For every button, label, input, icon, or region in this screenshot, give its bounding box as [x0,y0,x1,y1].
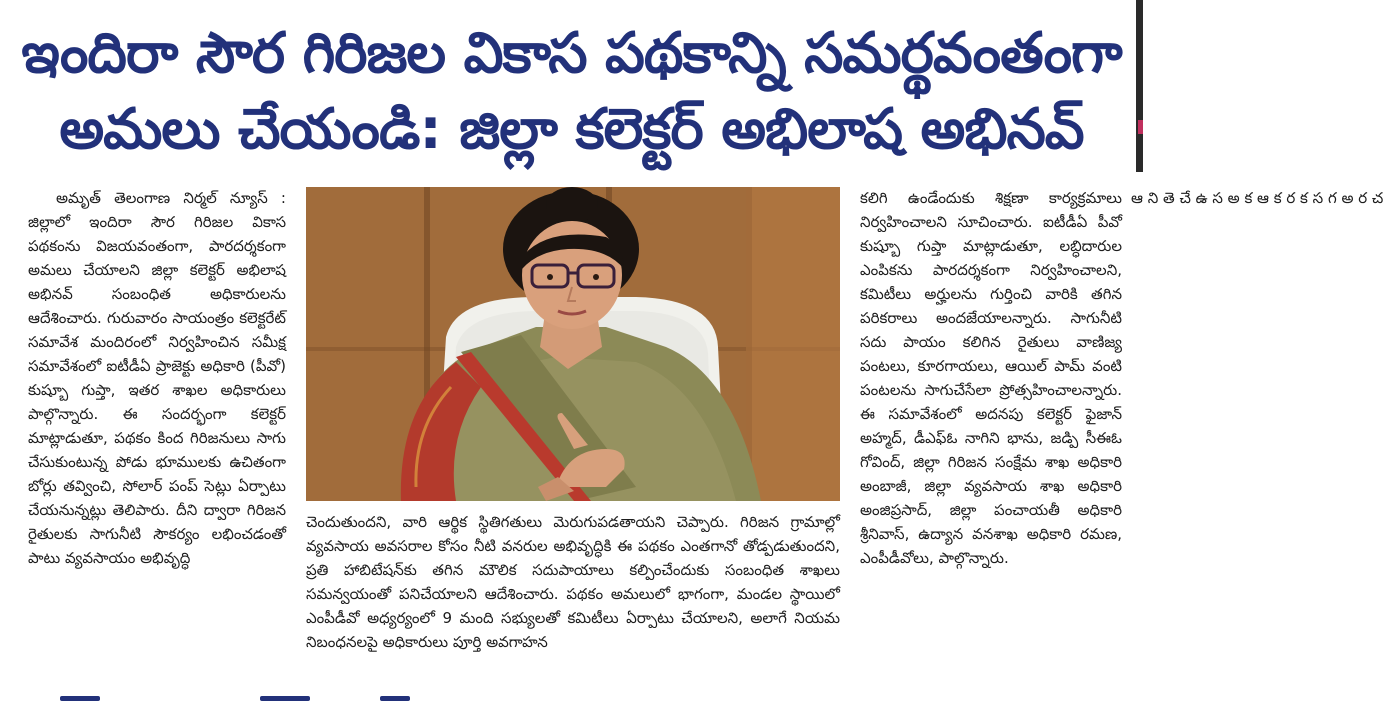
adjacent-article-fragment: ఆ ని తె చే ఉ స అ క ఆ క ర క స గ అ ర చ [1131,189,1383,207]
article-paragraph-center: చెందుతుందని, వారి ఆర్థిక స్థితిగతులు మెరుగుపడతాయని చెప్పారు. గిరిజన గ్రామాల్లో వ్యవసాయ అవసరాల కోసం నీటి వనరుల అభివృద్ధికి ఈ పథకం ఎంతగానో తోడ్పడుతుందని, ప్రతి హాబిటేషన్‌కు తగిన మౌలిక సదుపాయాలు కల్పించేందుకు సంబంధిత శాఖలు సమన్వయంతో పనిచేయాలని ఆదేశించారు. పథకం అమలులో భాగంగా, మండల స్థాయిలో ఎంపీడీవో అధ్యర్యంలో 9 మంది సభ్యులతో కమిటీలు ఏర్పాటు చేయాలని, అలాగే నియమ నిబంధనలపై అధికారులు పూర్తి అవగాహన [306,513,840,651]
article-paragraph-right: కలిగి ఉండేందుకు శిక్షణా కార్యక్రమాలు నిర్వహించాలని సూచించారు. ఐటీడీఏ పీవో కుష్బూ గుప్తా మాట్లాడుతూ, లబ్ధిదారుల ఎంపికను పారదర్శకంగా నిర్వహించాలని, కమిటీలు అర్హులను గుర్తించి వారికి తగిన పరికరాలు అందజేయాలన్నారు. సాగునీటి సదు పాయం కలిగిన రైతులు వాణిజ్య పంటలు, కూరగాయలు, ఆయిల్ పామ్ వంటి పంటలను సాగుచేసేలా ప్రోత్సహించాలన్నారు. ఈ సమావేశంలో అదనపు కలెక్టర్ ఫైజాన్ అహ్మద్, డీఎఫ్ఓ నాగిని భాను, జడ్పి సీఈఓ గోవింద్, జిల్లా గిరిజన సంక్షేమ శాఖ అధికారి అంబాజీ, జిల్లా వ్యవసాయ శాఖ అధికారి అంజిప్రసాద్, జిల్లా పంచాయతీ అధికారి శ్రీనివాస్, ఉద్యాన వనశాఖ అధికారి రమణ, ఎంపీడీవోలు, పాల్గొన్నారు. [860,189,1122,567]
headline-line-2: అమలు చేయండి: జిల్లా కలెక్టర్ అభిలాష అభినవ్ [59,97,1084,162]
collector-portrait-image [306,187,840,501]
article-column-left [28,186,286,701]
article-photo [306,187,840,501]
headline-line-1: ఇందిరా సౌర గిరిజల వికాస పథకాన్ని సమర్థవంతంగా [21,21,1122,86]
article-column-center-bottom [306,510,840,701]
next-headline-edge [0,690,1143,701]
adjacent-image-edge [1136,0,1143,172]
article-column-right [860,186,1122,701]
article-paragraph-left: అమృత్ తెలంగాణ నిర్మల్ న్యూస్ : జిల్లాలో ఇందిరా సౌర గిరిజల వికాస పథకంను విజయవంతంగా, పారదర్శకంగా అమలు చేయాలని జిల్లా కలెక్టర్ అభిలాష అభినవ్ సంబంధిత అధికారులను ఆదేశించారు. గురువారం సాయంత్రం కలెక్టరేట్ సమావేశ మందిరంలో నిర్వహించిన సమీక్ష సమావేశంలో ఐటీడీఏ ప్రాజెక్టు అధికారి (పీవో) కుష్బూ గుప్తా, ఇతర శాఖల అధికారులు పాల్గొన్నారు. ఈ సందర్భంగా కలెక్టర్ మాట్లాడుతూ, పథకం కింద గిరిజనులు సాగు చేసుకుంటున్న పోడు భూములకు ఉచితంగా బోర్లు తవ్వించి, సోలార్ పంప్ సెట్లు ఏర్పాటు చేయనున్నట్లు తెలిపారు. దీని ద్వారా గిరిజన రైతులకు సాగునీటి సౌకర్యం లభించడంతో పాటు వ్యవసాయం అభివృద్ధి [28,189,286,567]
adjacent-image-accent [1138,120,1143,134]
